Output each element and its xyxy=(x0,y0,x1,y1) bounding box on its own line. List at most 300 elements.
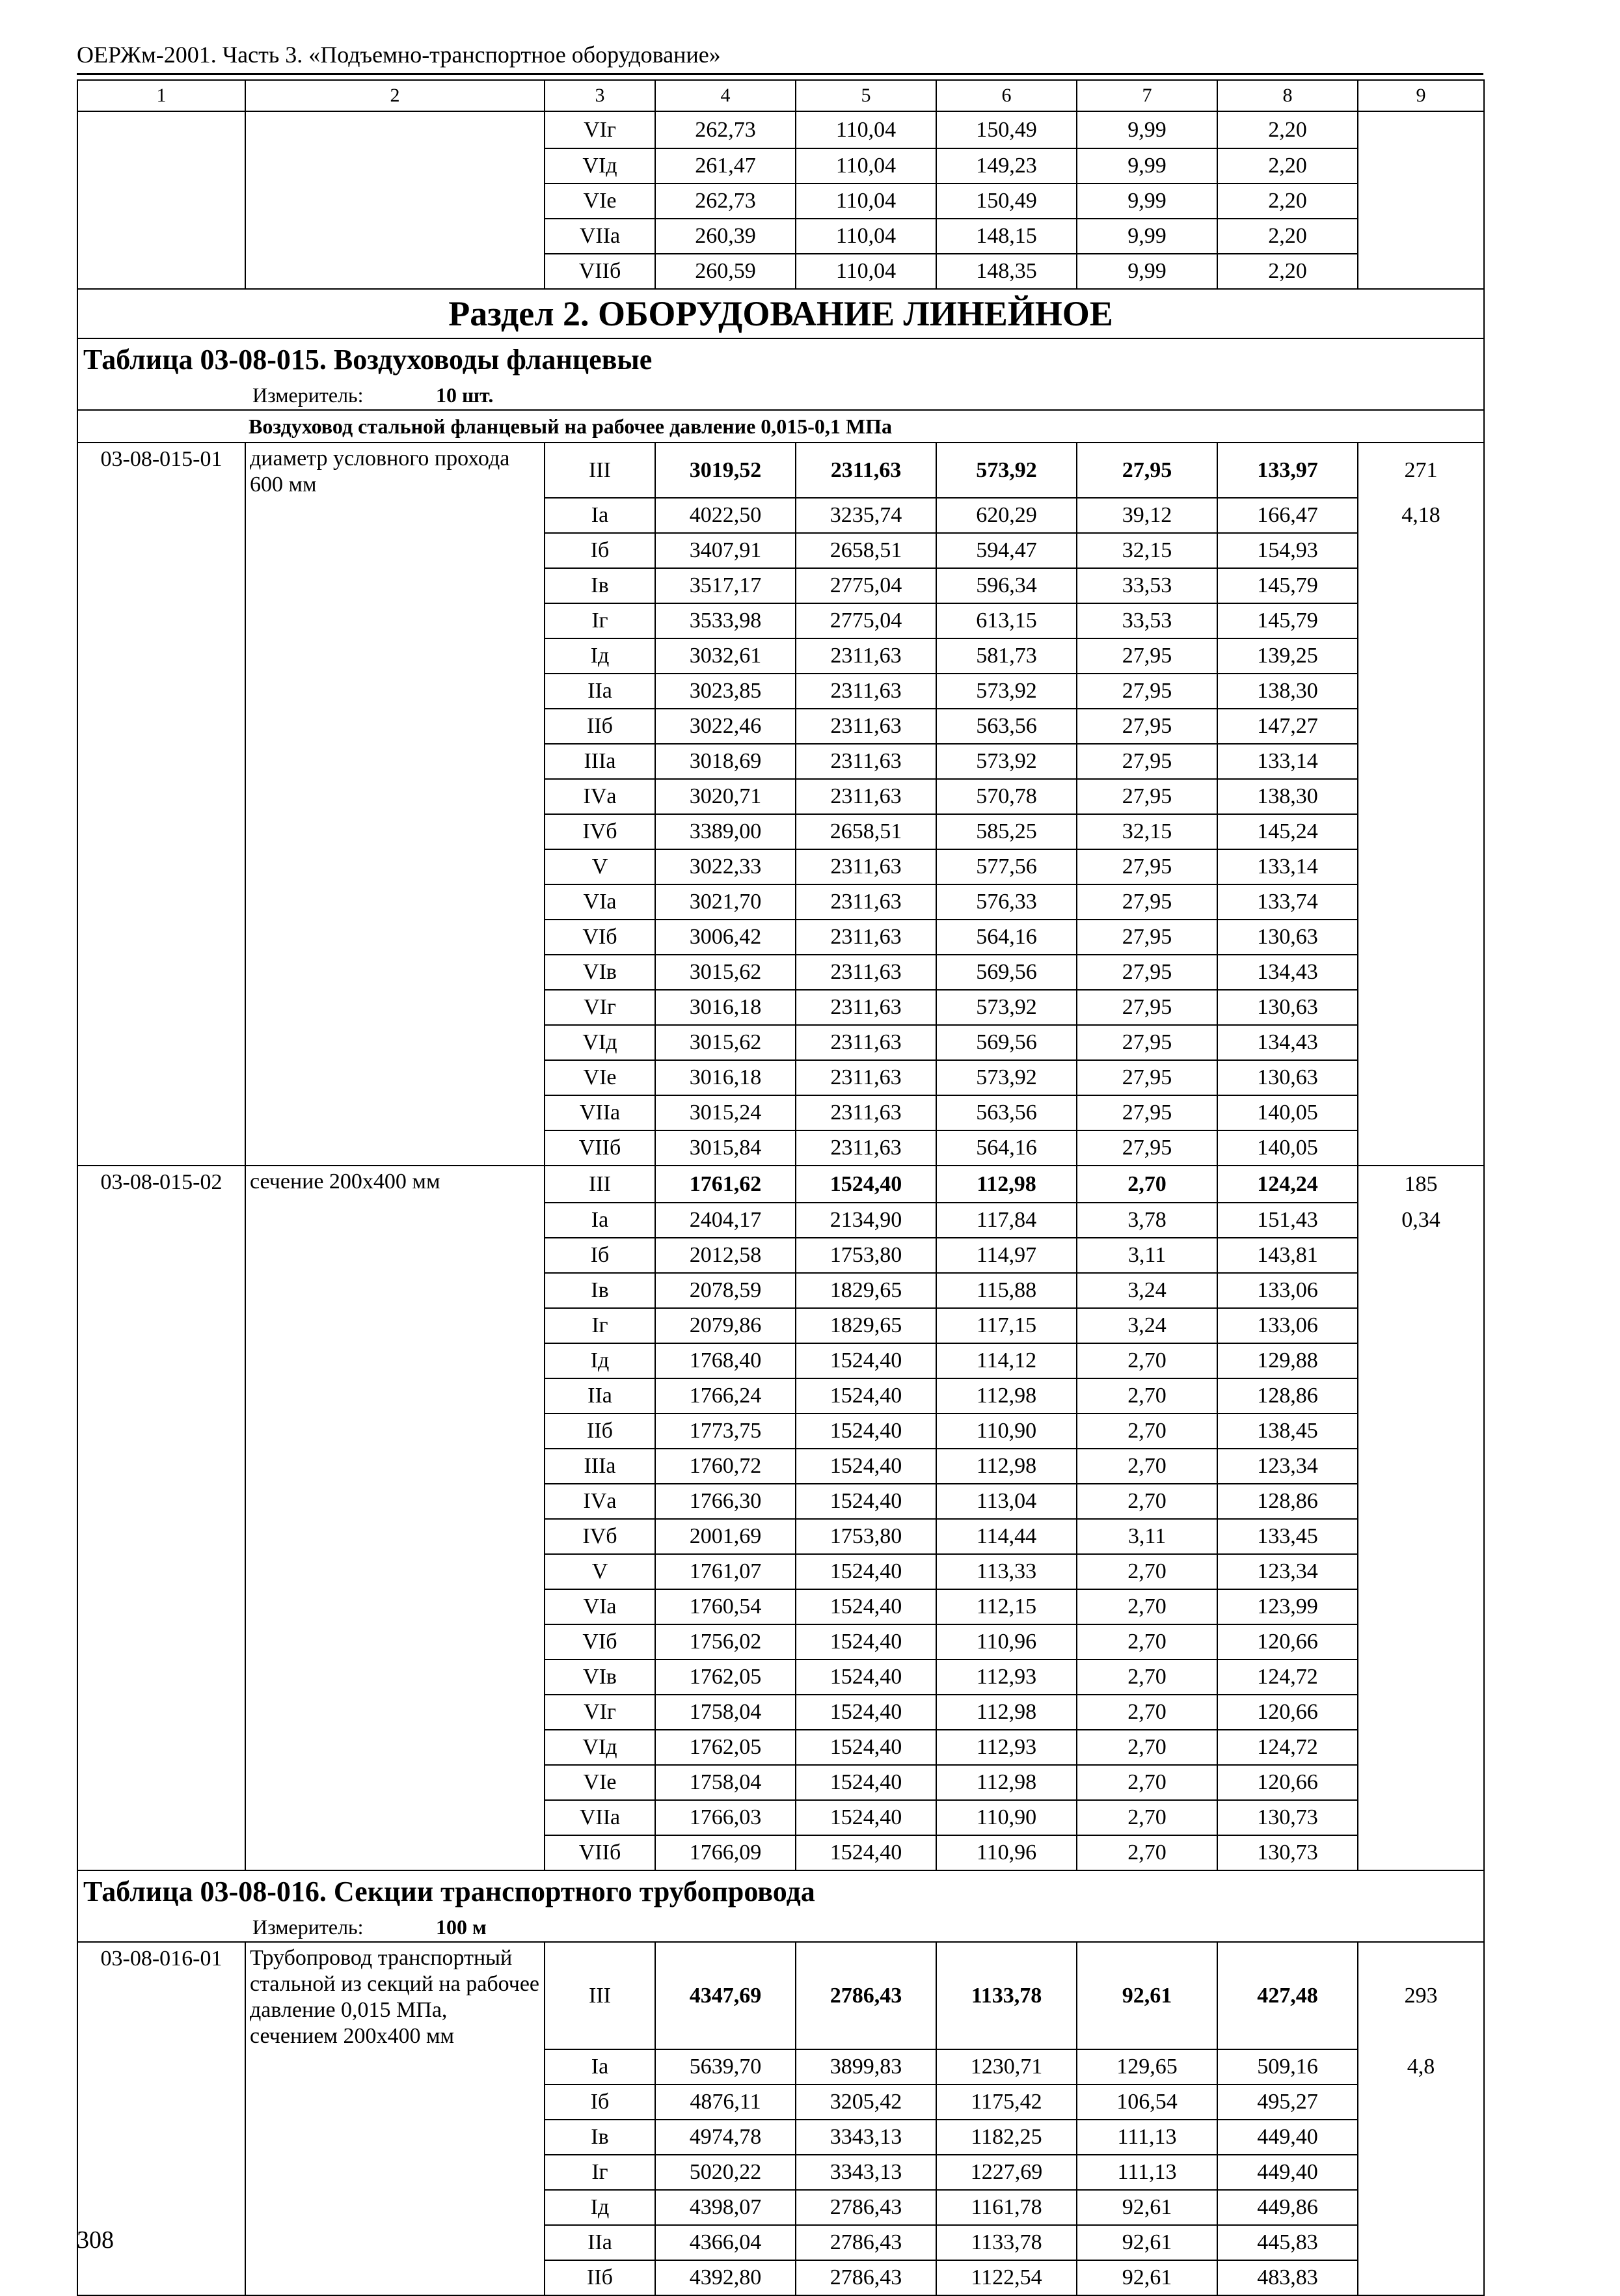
value-cell: 449,40 xyxy=(1217,2155,1358,2190)
extra-cell xyxy=(1358,2155,1484,2190)
item-description-cell xyxy=(245,990,545,1025)
item-description-cell xyxy=(245,1238,545,1273)
value-cell: 573,92 xyxy=(936,744,1077,779)
item-description-cell xyxy=(245,1273,545,1308)
region-code: IVб xyxy=(545,1519,655,1554)
table-row xyxy=(77,1624,1484,1660)
table-row xyxy=(77,709,1484,744)
value-cell: 110,90 xyxy=(936,1800,1077,1835)
region-code: Iв xyxy=(545,568,655,603)
value-cell: 154,93 xyxy=(1217,533,1358,568)
item-description-cell xyxy=(245,1414,545,1449)
value-cell: 4876,11 xyxy=(655,2084,796,2120)
value-cell: 2311,63 xyxy=(796,779,936,814)
item-code-cell xyxy=(77,254,245,289)
meter-cell xyxy=(77,1913,1484,1942)
region-code: VIе xyxy=(545,184,655,219)
value-cell: 27,95 xyxy=(1077,1095,1217,1130)
value-cell: 138,45 xyxy=(1217,1414,1358,1449)
value-cell: 495,27 xyxy=(1217,2084,1358,2120)
table-row xyxy=(77,1695,1484,1730)
value-cell: 3023,85 xyxy=(655,674,796,709)
item-code-cell xyxy=(77,1554,245,1589)
value-cell: 140,05 xyxy=(1217,1130,1358,1166)
value-cell: 569,56 xyxy=(936,955,1077,990)
value-cell: 3,11 xyxy=(1077,1519,1217,1554)
extra-cell xyxy=(1358,1414,1484,1449)
value-cell: 2311,63 xyxy=(796,744,936,779)
value-cell: 2311,63 xyxy=(796,1025,936,1060)
value-cell: 569,56 xyxy=(936,1025,1077,1060)
value-cell: 2311,63 xyxy=(796,638,936,674)
value-cell: 112,98 xyxy=(936,1166,1077,1203)
value-cell: 145,79 xyxy=(1217,603,1358,638)
extra-cell xyxy=(1358,603,1484,638)
region-code: IIб xyxy=(545,1414,655,1449)
value-cell: 3015,62 xyxy=(655,1025,796,1060)
value-cell: 1753,80 xyxy=(796,1238,936,1273)
value-cell: 2658,51 xyxy=(796,814,936,849)
value-cell: 1182,25 xyxy=(936,2120,1077,2155)
value-cell: 2,70 xyxy=(1077,1414,1217,1449)
value-cell: 1766,03 xyxy=(655,1800,796,1835)
table-row xyxy=(77,1449,1484,1484)
extra-cell xyxy=(1358,2260,1484,2295)
region-code: Iа xyxy=(545,2049,655,2084)
value-cell: 2,70 xyxy=(1077,1343,1217,1378)
value-cell: 9,99 xyxy=(1077,254,1217,289)
column-number-row xyxy=(77,80,1484,111)
column-number: 2 xyxy=(245,80,545,111)
value-cell: 114,12 xyxy=(936,1343,1077,1378)
column-number: 9 xyxy=(1358,80,1484,111)
value-cell: 581,73 xyxy=(936,638,1077,674)
region-code: Iг xyxy=(545,1308,655,1343)
value-cell: 112,98 xyxy=(936,1695,1077,1730)
column-number: 8 xyxy=(1217,80,1358,111)
value-cell: 111,13 xyxy=(1077,2120,1217,2155)
table-row xyxy=(77,1095,1484,1130)
region-code: IVа xyxy=(545,1484,655,1519)
table-title-row xyxy=(77,338,1484,381)
subtitle-row xyxy=(77,410,1484,443)
item-code-cell xyxy=(77,568,245,603)
item-code-cell xyxy=(77,219,245,254)
extra-cell xyxy=(1358,779,1484,814)
extra-cell xyxy=(1358,1554,1484,1589)
value-cell: 124,24 xyxy=(1217,1166,1358,1203)
table-row xyxy=(77,1166,1484,1203)
item-code-cell xyxy=(77,2190,245,2225)
value-cell: 3899,83 xyxy=(796,2049,936,2084)
value-cell: 110,04 xyxy=(796,184,936,219)
region-code: Iа xyxy=(545,498,655,533)
region-code: VIг xyxy=(545,1695,655,1730)
value-cell: 1761,62 xyxy=(655,1166,796,1203)
extra-cell xyxy=(1358,1308,1484,1343)
item-code-cell xyxy=(77,814,245,849)
item-code-cell xyxy=(77,2084,245,2120)
value-cell: 596,34 xyxy=(936,568,1077,603)
item-description-cell xyxy=(245,1449,545,1484)
item-code-cell xyxy=(77,1624,245,1660)
table-body xyxy=(77,80,1484,2295)
table-row xyxy=(77,568,1484,603)
item-description-cell xyxy=(245,2084,545,2120)
value-cell: 2311,63 xyxy=(796,884,936,920)
item-code: 03-08-016-01 xyxy=(77,1942,245,2049)
value-cell: 133,14 xyxy=(1217,744,1358,779)
value-cell: 112,15 xyxy=(936,1589,1077,1624)
region-code: Iб xyxy=(545,533,655,568)
value-cell: 110,04 xyxy=(796,111,936,148)
value-cell: 4347,69 xyxy=(655,1942,796,2049)
item-code-cell xyxy=(77,674,245,709)
value-cell: 120,66 xyxy=(1217,1624,1358,1660)
extra-cell xyxy=(1358,2190,1484,2225)
value-cell: 27,95 xyxy=(1077,920,1217,955)
value-cell: 134,43 xyxy=(1217,1025,1358,1060)
value-cell: 128,86 xyxy=(1217,1484,1358,1519)
region-code: IIа xyxy=(545,1378,655,1414)
item-description-cell xyxy=(245,955,545,990)
value-cell: 2786,43 xyxy=(796,2225,936,2260)
item-description-cell xyxy=(245,2155,545,2190)
value-cell: 33,53 xyxy=(1077,568,1217,603)
item-description-cell xyxy=(245,1203,545,1238)
extra-cell xyxy=(1358,568,1484,603)
item-code-cell xyxy=(77,744,245,779)
value-cell: 3343,13 xyxy=(796,2120,936,2155)
extra-cell xyxy=(1358,1238,1484,1273)
item-description-cell xyxy=(245,849,545,884)
item-code-cell xyxy=(77,1414,245,1449)
extra-cell xyxy=(1358,884,1484,920)
value-cell: 563,56 xyxy=(936,1095,1077,1130)
value-cell: 1766,09 xyxy=(655,1835,796,1870)
value-cell: 3,11 xyxy=(1077,1238,1217,1273)
value-cell: 1829,65 xyxy=(796,1308,936,1343)
value-cell: 110,04 xyxy=(796,254,936,289)
section-title-row xyxy=(77,289,1484,338)
value-cell: 2,20 xyxy=(1217,219,1358,254)
value-cell: 145,24 xyxy=(1217,814,1358,849)
region-code: IIа xyxy=(545,674,655,709)
value-cell: 106,54 xyxy=(1077,2084,1217,2120)
value-cell: 133,97 xyxy=(1217,443,1358,498)
table-row xyxy=(77,1203,1484,1238)
extra-cell xyxy=(1358,990,1484,1025)
extra-cell xyxy=(1358,1800,1484,1835)
item-description-cell xyxy=(245,884,545,920)
meter-label: Измеритель: xyxy=(252,1915,364,1939)
meter-label: Измеритель: xyxy=(252,383,364,407)
column-number: 3 xyxy=(545,80,655,111)
table-row xyxy=(77,1060,1484,1095)
region-code: VIе xyxy=(545,1060,655,1095)
value-cell: 133,45 xyxy=(1217,1519,1358,1554)
value-cell: 1524,40 xyxy=(796,1343,936,1378)
value-cell: 129,88 xyxy=(1217,1343,1358,1378)
value-cell: 3032,61 xyxy=(655,638,796,674)
value-cell: 130,73 xyxy=(1217,1800,1358,1835)
item-description-cell xyxy=(245,1095,545,1130)
value-cell: 3021,70 xyxy=(655,884,796,920)
meter-value: 100 м xyxy=(436,1915,487,1939)
value-cell: 1758,04 xyxy=(655,1765,796,1800)
item-description-cell xyxy=(245,1835,545,1870)
item-code-cell xyxy=(77,1343,245,1378)
region-code: VIIа xyxy=(545,219,655,254)
value-cell: 3016,18 xyxy=(655,990,796,1025)
item-description-cell xyxy=(245,1695,545,1730)
value-cell: 1524,40 xyxy=(796,1589,936,1624)
table-row xyxy=(77,443,1484,498)
table-row xyxy=(77,1835,1484,1870)
value-cell: 2,70 xyxy=(1077,1835,1217,1870)
table-row xyxy=(77,744,1484,779)
value-cell: 1766,24 xyxy=(655,1378,796,1414)
value-cell: 2,70 xyxy=(1077,1695,1217,1730)
value-cell: 1122,54 xyxy=(936,2260,1077,2295)
extra-value: 4,18 xyxy=(1358,498,1484,533)
value-cell: 114,97 xyxy=(936,1238,1077,1273)
extra-cell xyxy=(1358,148,1484,184)
value-cell: 576,33 xyxy=(936,884,1077,920)
value-cell: 130,63 xyxy=(1217,990,1358,1025)
region-code: III xyxy=(545,443,655,498)
value-cell: 3015,24 xyxy=(655,1095,796,1130)
extra-cell xyxy=(1358,1765,1484,1800)
value-cell: 3019,52 xyxy=(655,443,796,498)
item-description-cell xyxy=(245,1484,545,1519)
table-row xyxy=(77,1942,1484,2049)
value-cell: 124,72 xyxy=(1217,1730,1358,1765)
item-description-cell xyxy=(245,709,545,744)
value-cell: 5020,22 xyxy=(655,2155,796,2190)
value-cell: 129,65 xyxy=(1077,2049,1217,2084)
value-cell: 112,98 xyxy=(936,1449,1077,1484)
value-cell: 3015,62 xyxy=(655,955,796,990)
table-row xyxy=(77,1308,1484,1343)
value-cell: 449,86 xyxy=(1217,2190,1358,2225)
item-description-cell xyxy=(245,568,545,603)
region-code: III xyxy=(545,1942,655,2049)
value-cell: 2786,43 xyxy=(796,2260,936,2295)
value-cell: 1524,40 xyxy=(796,1449,936,1484)
value-cell: 3022,33 xyxy=(655,849,796,884)
table-title-row xyxy=(77,1870,1484,1913)
region-code: V xyxy=(545,1554,655,1589)
value-cell: 9,99 xyxy=(1077,111,1217,148)
region-code: Iг xyxy=(545,603,655,638)
value-cell: 2,70 xyxy=(1077,1765,1217,1800)
table-row xyxy=(77,638,1484,674)
extra-cell xyxy=(1358,1343,1484,1378)
value-cell: 27,95 xyxy=(1077,990,1217,1025)
item-code-cell xyxy=(77,2049,245,2084)
item-description-cell xyxy=(245,533,545,568)
value-cell: 594,47 xyxy=(936,533,1077,568)
item-description-cell xyxy=(245,254,545,289)
meter-value: 10 шт. xyxy=(436,383,494,407)
item-description-cell xyxy=(245,1660,545,1695)
item-description-cell xyxy=(245,1624,545,1660)
region-code: VIг xyxy=(545,111,655,148)
table-row xyxy=(77,498,1484,533)
value-cell: 1524,40 xyxy=(796,1624,936,1660)
item-code-cell xyxy=(77,1378,245,1414)
item-code-cell xyxy=(77,1519,245,1554)
region-code: IVа xyxy=(545,779,655,814)
table-row xyxy=(77,2084,1484,2120)
value-cell: 3015,84 xyxy=(655,1130,796,1166)
value-cell: 1758,04 xyxy=(655,1695,796,1730)
table-row xyxy=(77,1730,1484,1765)
value-cell: 139,25 xyxy=(1217,638,1358,674)
item-description-cell xyxy=(245,1130,545,1166)
table-row xyxy=(77,1484,1484,1519)
value-cell: 27,95 xyxy=(1077,1130,1217,1166)
table-row xyxy=(77,603,1484,638)
value-cell: 2012,58 xyxy=(655,1238,796,1273)
item-description-cell xyxy=(245,184,545,219)
value-cell: 123,34 xyxy=(1217,1449,1358,1484)
value-cell: 117,15 xyxy=(936,1308,1077,1343)
item-code-cell xyxy=(77,884,245,920)
value-cell: 3,24 xyxy=(1077,1308,1217,1343)
region-code: V xyxy=(545,849,655,884)
table-row xyxy=(77,849,1484,884)
value-cell: 573,92 xyxy=(936,674,1077,709)
item-code-cell xyxy=(77,709,245,744)
item-description xyxy=(245,111,545,148)
value-cell: 445,83 xyxy=(1217,2225,1358,2260)
table-row xyxy=(77,814,1484,849)
value-cell: 3533,98 xyxy=(655,603,796,638)
value-cell: 124,72 xyxy=(1217,1660,1358,1695)
table-row xyxy=(77,920,1484,955)
value-cell: 620,29 xyxy=(936,498,1077,533)
item-code-cell xyxy=(77,990,245,1025)
region-code: VIд xyxy=(545,1730,655,1765)
item-description-cell xyxy=(245,638,545,674)
item-code-cell xyxy=(77,533,245,568)
item-code-cell xyxy=(77,1800,245,1835)
item-code-cell xyxy=(77,849,245,884)
value-cell: 577,56 xyxy=(936,849,1077,884)
item-code-cell xyxy=(77,1273,245,1308)
item-code-cell xyxy=(77,2260,245,2295)
value-cell: 1524,40 xyxy=(796,1166,936,1203)
region-code: VIг xyxy=(545,990,655,1025)
value-cell: 1227,69 xyxy=(936,2155,1077,2190)
value-cell: 3235,74 xyxy=(796,498,936,533)
region-code: Iд xyxy=(545,638,655,674)
table-row xyxy=(77,1273,1484,1308)
value-cell: 262,73 xyxy=(655,111,796,148)
item-code-cell xyxy=(77,1695,245,1730)
value-cell: 2311,63 xyxy=(796,1095,936,1130)
table-row xyxy=(77,955,1484,990)
item-description-cell xyxy=(245,1308,545,1343)
region-code: IIб xyxy=(545,709,655,744)
table-row xyxy=(77,1554,1484,1589)
value-cell: 585,25 xyxy=(936,814,1077,849)
value-cell: 110,96 xyxy=(936,1624,1077,1660)
item-code-cell xyxy=(77,1060,245,1095)
value-cell: 111,13 xyxy=(1077,2155,1217,2190)
value-cell: 2078,59 xyxy=(655,1273,796,1308)
value-cell: 1133,78 xyxy=(936,1942,1077,2049)
item-code-cell xyxy=(77,1308,245,1343)
extra-cell xyxy=(1358,849,1484,884)
extra-cell xyxy=(1358,1025,1484,1060)
value-cell: 1230,71 xyxy=(936,2049,1077,2084)
extra-cell xyxy=(1358,814,1484,849)
value-cell: 262,73 xyxy=(655,184,796,219)
item-code-cell xyxy=(77,148,245,184)
table-row xyxy=(77,2155,1484,2190)
region-code: VIб xyxy=(545,1624,655,1660)
item-code-cell xyxy=(77,779,245,814)
table-row xyxy=(77,148,1484,184)
extra-cell xyxy=(1358,1835,1484,1870)
value-cell: 2,70 xyxy=(1077,1449,1217,1484)
value-cell: 1524,40 xyxy=(796,1414,936,1449)
value-cell: 33,53 xyxy=(1077,603,1217,638)
value-cell: 613,15 xyxy=(936,603,1077,638)
value-cell: 3016,18 xyxy=(655,1060,796,1095)
value-cell: 4974,78 xyxy=(655,2120,796,2155)
item-description-cell xyxy=(245,2190,545,2225)
value-cell: 145,79 xyxy=(1217,568,1358,603)
item-code-cell xyxy=(77,498,245,533)
extra-cell xyxy=(1358,2225,1484,2260)
value-cell: 260,59 xyxy=(655,254,796,289)
table-row xyxy=(77,1343,1484,1378)
value-cell: 1524,40 xyxy=(796,1730,936,1765)
table-row xyxy=(77,1414,1484,1449)
item-code-cell xyxy=(77,1589,245,1624)
item-code-cell xyxy=(77,1835,245,1870)
item-description: Трубопровод транспортный стальной из секций на рабочее давление 0,015 МПа, сечением 200х400 мм xyxy=(245,1942,545,2049)
region-code: Iд xyxy=(545,1343,655,1378)
value-cell: 3006,42 xyxy=(655,920,796,955)
value-cell: 1762,05 xyxy=(655,1660,796,1695)
value-cell: 2,70 xyxy=(1077,1624,1217,1660)
table-row xyxy=(77,254,1484,289)
value-cell: 1829,65 xyxy=(796,1273,936,1308)
value-cell: 2311,63 xyxy=(796,955,936,990)
value-cell: 27,95 xyxy=(1077,1060,1217,1095)
value-cell: 3020,71 xyxy=(655,779,796,814)
column-number: 4 xyxy=(655,80,796,111)
table-row xyxy=(77,1589,1484,1624)
item-code-cell xyxy=(77,638,245,674)
table-row xyxy=(77,1238,1484,1273)
region-code: Iв xyxy=(545,2120,655,2155)
extra-cell xyxy=(1358,1449,1484,1484)
extra-value: 0,34 xyxy=(1358,1203,1484,1238)
value-cell: 32,15 xyxy=(1077,533,1217,568)
item-description-cell xyxy=(245,1060,545,1095)
item-code-cell xyxy=(77,1730,245,1765)
value-cell: 138,30 xyxy=(1217,674,1358,709)
extra-cell xyxy=(1358,254,1484,289)
value-cell: 2786,43 xyxy=(796,2190,936,2225)
table-row xyxy=(77,1378,1484,1414)
